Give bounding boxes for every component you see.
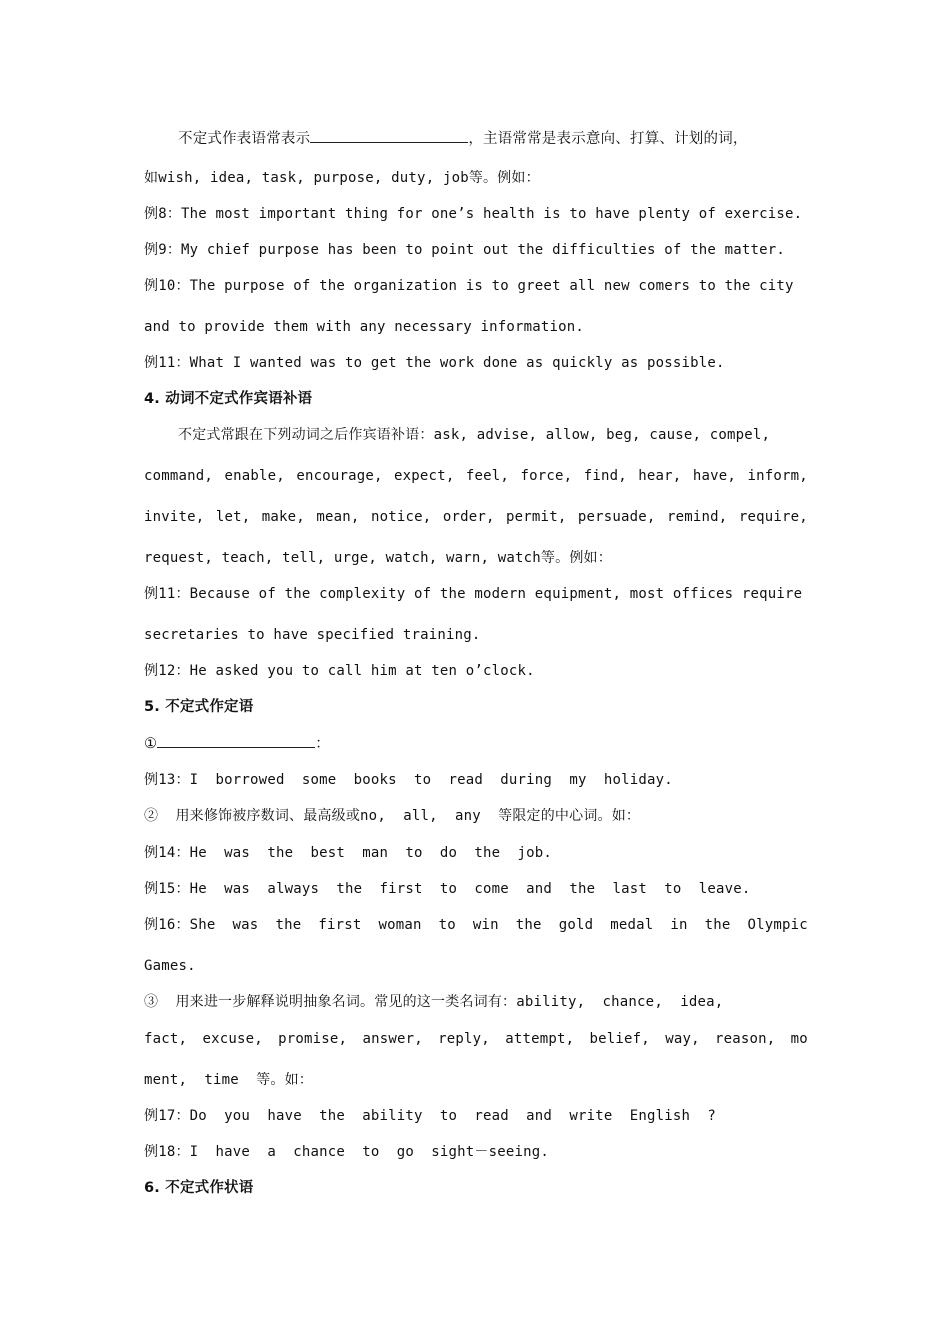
noun-word-2: promise, xyxy=(278,1031,348,1047)
example-16-word-7: the xyxy=(515,917,542,933)
attributive-item-3: ③ 用来进一步解释说明抽象名词。常见的这一类名词有：ability, chance, idea, xyxy=(144,994,724,1010)
verb-word-1: enable, xyxy=(224,468,285,484)
noun-word-5: attempt, xyxy=(505,1031,575,1047)
fill-blank[interactable] xyxy=(310,128,468,143)
verb-word-6: permit, xyxy=(506,509,567,525)
verb-word-8: have, xyxy=(692,468,737,484)
section-heading-5: 5. 不定式作定语 xyxy=(144,699,254,715)
verb-word-2: encourage, xyxy=(296,468,383,484)
noun-word-8: reason, xyxy=(714,1031,776,1047)
verb-word-2: make, xyxy=(261,509,305,525)
example-16-word-10: in xyxy=(670,917,688,933)
section-heading-6: 6. 不定式作状语 xyxy=(144,1180,254,1196)
object-complement-intro: 不定式常跟在下列动词之后作宾语补语：ask, advise, allow, beg, cause, compel, xyxy=(178,427,771,443)
verb-list-line3 xyxy=(144,507,808,527)
verb-word-1: let, xyxy=(215,509,251,525)
predicative-intro-line2: 如wish, idea, task, purpose, duty, job等。例如： xyxy=(144,170,540,186)
example-16-word-0: 例16：She xyxy=(144,917,216,933)
example-16-word-2: the xyxy=(275,917,302,933)
example-13: 例13：I borrowed some books to read during my holiday. xyxy=(144,772,673,788)
noun-word-9: mo xyxy=(790,1031,808,1047)
predicative-intro-a: 不定式作表语常表示 xyxy=(178,131,311,147)
attributive-item-1 xyxy=(144,733,330,754)
verb-word-4: notice, xyxy=(370,509,432,525)
verb-word-8: remind, xyxy=(667,509,728,525)
noun-list-line3: ment, time 等。如： xyxy=(144,1072,313,1088)
verb-word-0: command, xyxy=(144,468,214,484)
noun-word-6: belief, xyxy=(589,1031,650,1047)
noun-word-0: fact, xyxy=(144,1031,188,1047)
noun-word-3: answer, xyxy=(362,1031,423,1047)
section-heading-4: 4. 动词不定式作宾语补语 xyxy=(144,391,313,407)
noun-word-7: way, xyxy=(665,1031,700,1047)
verb-word-0: invite, xyxy=(144,509,205,525)
example-16-word-5: to xyxy=(438,917,456,933)
attributive-item-2: ② 用来修饰被序数词、最高级或no, all, any 等限定的中心词。如： xyxy=(144,808,641,824)
item-1-end: ： xyxy=(315,736,330,752)
example-10-line2: and to provide them with any necessary information. xyxy=(144,319,585,335)
example-16-word-1: was xyxy=(232,917,259,933)
example-16-word-3: first xyxy=(318,917,362,933)
fill-blank-2[interactable] xyxy=(157,733,315,748)
example-9: 例9：My chief purpose has been to point out the difficulties of the matter. xyxy=(144,242,786,258)
example-16-word-12: Olympic xyxy=(747,917,808,933)
verb-word-9: require, xyxy=(738,509,808,525)
example-16-word-4: woman xyxy=(378,917,422,933)
example-16-line2: Games. xyxy=(144,958,196,974)
verb-word-4: feel, xyxy=(465,468,510,484)
example-11b-line2: secretaries to have specified training. xyxy=(144,627,481,643)
noun-word-1: excuse, xyxy=(202,1031,263,1047)
verb-word-5: force, xyxy=(520,468,573,484)
example-16-word-11: the xyxy=(704,917,731,933)
verb-word-3: mean, xyxy=(316,509,360,525)
verb-word-9: inform, xyxy=(747,468,808,484)
example-18: 例18：I have a chance to go sight－seeing. xyxy=(144,1144,550,1160)
verb-list-line4: request, teach, tell, urge, watch, warn, watch等。例如： xyxy=(144,550,612,566)
example-16-word-9: medal xyxy=(610,917,654,933)
example-16-word-8: gold xyxy=(558,917,594,933)
example-14: 例14：He was the best man to do the job. xyxy=(144,845,553,861)
example-11b-line1: 例11：Because of the complexity of the modern equipment, most offices require xyxy=(144,586,803,602)
verb-word-7: hear, xyxy=(638,468,682,484)
item-1-marker: ① xyxy=(144,736,158,752)
verb-list-line2 xyxy=(144,466,808,486)
example-15: 例15：He was always the first to come and the last to leave. xyxy=(144,881,751,897)
verb-word-3: expect, xyxy=(394,468,455,484)
example-16-word-6: win xyxy=(472,917,499,933)
example-10-line1: 例10：The purpose of the organization is to greet all new comers to the city xyxy=(144,278,794,294)
example-17: 例17：Do you have the ability to read and write English ? xyxy=(144,1108,717,1124)
example-16-line1 xyxy=(144,915,808,935)
predicative-intro-line1 xyxy=(178,128,748,149)
example-11: 例11：What I wanted was to get the work done as quickly as possible. xyxy=(144,355,725,371)
verb-word-7: persuade, xyxy=(577,509,656,525)
predicative-intro-b: ，主语常常是表示意向、打算、计划的词， xyxy=(468,131,748,147)
noun-word-4: reply, xyxy=(438,1031,490,1047)
verb-word-5: order, xyxy=(442,509,495,525)
noun-list-line2 xyxy=(144,1029,808,1049)
example-8: 例8：The most important thing for one’s health is to have plenty of exercise. xyxy=(144,206,803,222)
verb-word-6: find, xyxy=(583,468,627,484)
example-12: 例12：He asked you to call him at ten o’clock. xyxy=(144,663,535,679)
